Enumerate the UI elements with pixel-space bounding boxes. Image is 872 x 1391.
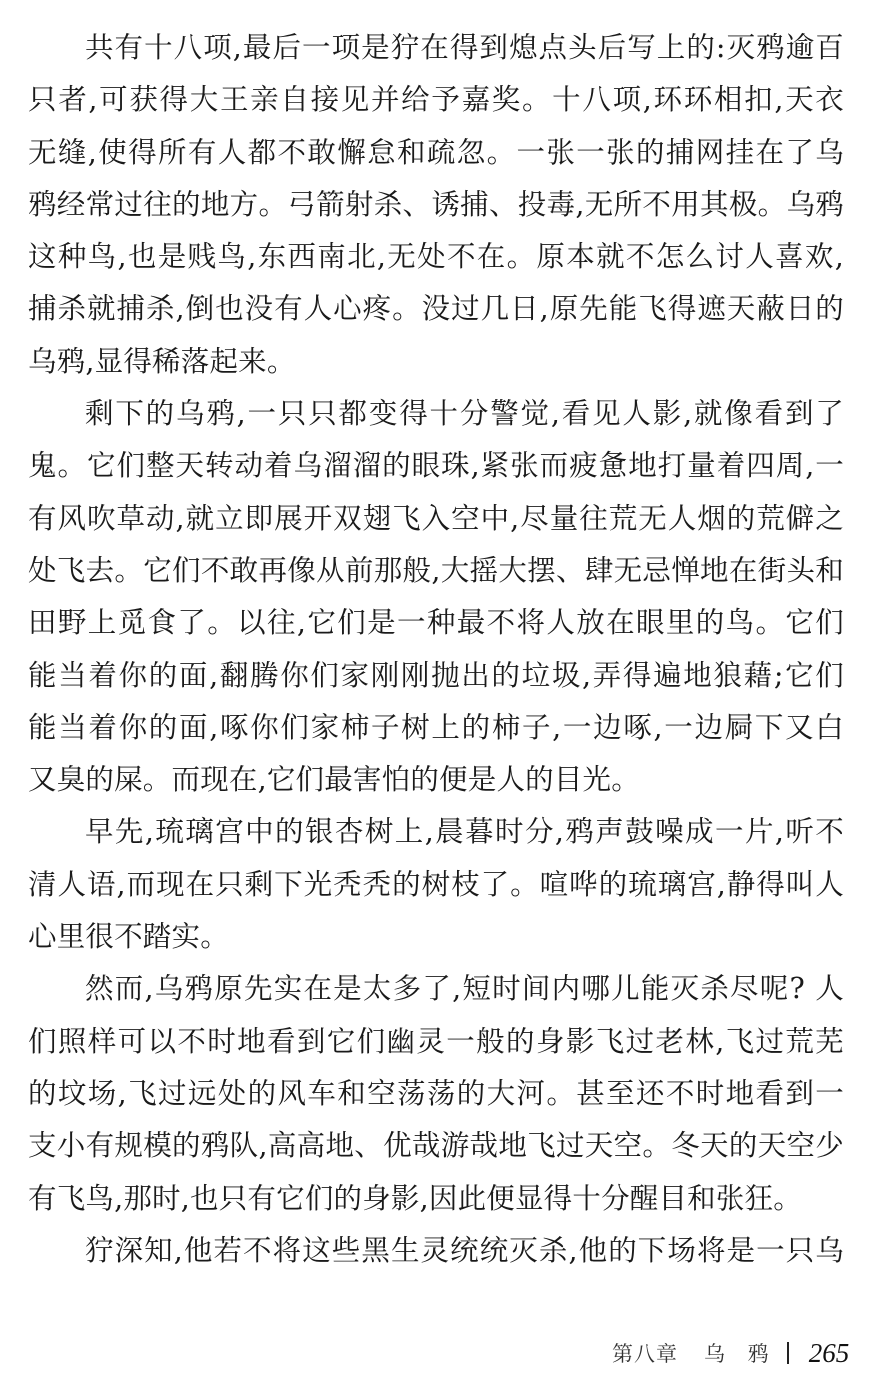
paragraph-first-line: 剩下的乌鸦,一只只都变得十分警觉,看见人影,就像看到了 (85, 397, 844, 431)
text-line: 捕杀就捕杀,倒也没有人心疼。没过几日,原先能飞得遮天蔽日的 (28, 292, 844, 326)
chapter-label: 第八章 (612, 1342, 678, 1366)
paragraph-first-line: 共有十八项,最后一项是狞在得到熄点头后写上的:灭鸦逾百 (85, 31, 844, 64)
chapter-title: 乌 鸦 (704, 1342, 777, 1366)
text-line: 有飞鸟,那时,也只有它们的身影,因此便显得十分醒目和张狂。 (28, 1181, 802, 1215)
text-line: 能当着你的面,啄你们家柿子树上的柿子,一边啄,一边屙下又白 (28, 710, 844, 744)
text-line: 能当着你的面,翻腾你们家刚刚抛出的垃圾,弄得遍地狼藉;它们 (28, 658, 844, 692)
paragraph-first-line: 早先,琉璃宫中的银杏树上,晨暮时分,鸦声鼓噪成一片,听不 (85, 815, 844, 849)
text-line: 又臭的屎。而现在,它们最害怕的便是人的目光。 (28, 763, 640, 797)
text-line: 处飞去。它们不敢再像从前那般,大摇大摆、肆无忌惮地在街头和 (28, 553, 844, 587)
text-line: 无缝,使得所有人都不敢懈怠和疏忽。一张一张的捕网挂在了乌 (28, 135, 844, 169)
paragraph-first-line: 然而,乌鸦原先实在是太多了,短时间内哪儿能灭杀尽呢? 人 (85, 972, 844, 1006)
text-line: 只者,可获得大王亲自接见并给予嘉奖。十八项,环环相扣,天衣 (28, 83, 844, 117)
body-text (28, 22, 844, 1277)
text-line: 鬼。它们整天转动着乌溜溜的眼珠,紧张而疲惫地打量着四周,一 (28, 449, 844, 483)
text-line: 这种鸟,也是贱鸟,东西南北,无处不在。原本就不怎么讨人喜欢, (28, 240, 844, 274)
page-footer (612, 1333, 849, 1373)
text-line: 们照样可以不时地看到它们幽灵一般的身影飞过老林,飞过荒芜 (28, 1024, 844, 1058)
paragraph-first-line: 狞深知,他若不将这些黑生灵统统灭杀,他的下场将是一只乌 (85, 1233, 844, 1267)
text-line: 心里很不踏实。 (28, 920, 229, 954)
page-number: 265 (808, 1337, 850, 1368)
text-line: 乌鸦,显得稀落起来。 (28, 344, 296, 378)
text-line: 鸦经常过往的地方。弓箭射杀、诱捕、投毒,无所不用其极。乌鸦 (28, 187, 844, 221)
text-line: 田野上觅食了。以往,它们是一种最不将人放在眼里的鸟。它们 (28, 606, 844, 640)
text-line: 的坟场,飞过远处的风车和空荡荡的大河。甚至还不时地看到一 (28, 1076, 844, 1110)
text-line: 有风吹草动,就立即展开双翅飞入空中,尽量往荒无人烟的荒僻之 (28, 501, 844, 535)
text-line: 清人语,而现在只剩下光秃秃的树枝了。喧哗的琉璃宫,静得叫人 (28, 867, 844, 901)
footer-separator (787, 1342, 789, 1364)
text-line: 支小有规模的鸦队,高高地、优哉游哉地飞过天空。冬天的天空少 (28, 1129, 844, 1163)
